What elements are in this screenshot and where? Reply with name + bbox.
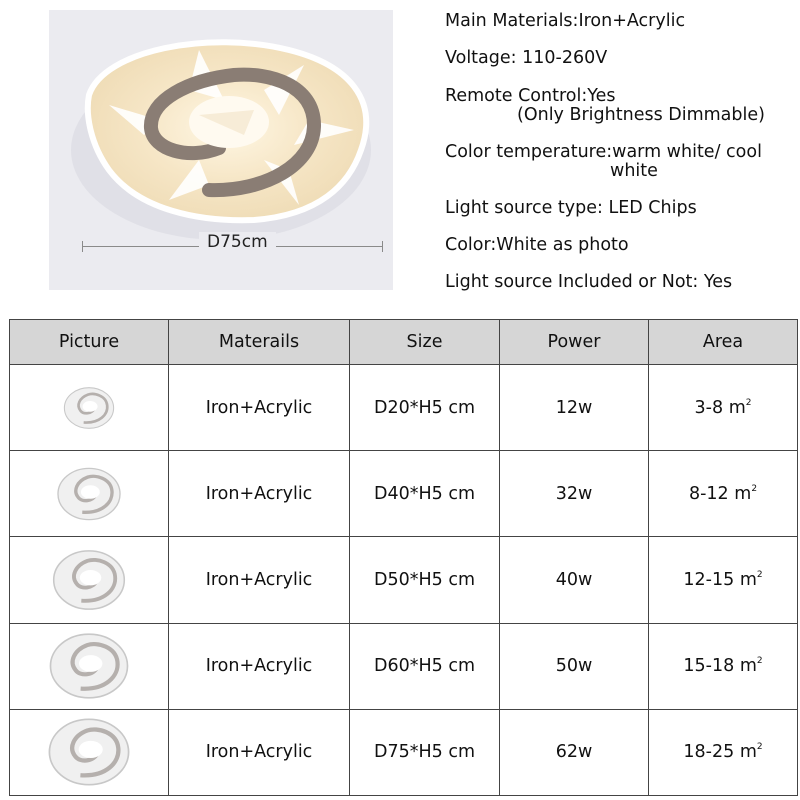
dimension-tick-right (382, 241, 383, 252)
row-materials: Iron+Acrylic (169, 451, 350, 537)
area-unit: m (739, 569, 757, 590)
lamp-thumbnail-icon (44, 715, 134, 789)
row-area (649, 365, 798, 451)
size-table (9, 319, 798, 796)
row-size: D60*H5 cm (350, 623, 500, 709)
table-row (10, 365, 798, 451)
row-area (649, 623, 798, 709)
row-thumbnail-cell (10, 365, 169, 451)
area-unit: m (728, 397, 746, 418)
table-row (10, 709, 798, 795)
row-area-range: 12-15 (683, 569, 735, 590)
header-size: Size (350, 320, 500, 365)
product-photo (49, 10, 393, 290)
row-thumbnail-cell (10, 451, 169, 537)
header-area: Area (649, 320, 798, 365)
row-power: 40w (500, 537, 649, 623)
row-power: 50w (500, 623, 649, 709)
spec-main-materials: Main Materials:Iron+Acrylic (445, 11, 686, 31)
area-unit-exponent: 2 (756, 656, 763, 667)
row-thumbnail-cell (10, 537, 169, 623)
spec-light-source-type: Light source type: LED Chips (445, 198, 697, 218)
row-power: 32w (500, 451, 649, 537)
row-area-range: 18-25 (683, 742, 735, 763)
table-row (10, 451, 798, 537)
row-materials: Iron+Acrylic (169, 709, 350, 795)
area-unit-exponent: 2 (745, 397, 752, 408)
spec-color-temperature-cont: white (610, 161, 658, 181)
spec-color: Color:White as photo (445, 235, 629, 255)
spec-remote-control-note: (Only Brightness Dimmable) (517, 105, 765, 125)
row-size: D20*H5 cm (350, 365, 500, 451)
lamp-thumbnail-icon (62, 385, 116, 431)
lamp-thumbnail-icon (46, 630, 132, 702)
row-size: D75*H5 cm (350, 709, 500, 795)
area-unit-exponent: 2 (751, 483, 758, 494)
dimension-label: D75cm (199, 232, 276, 252)
area-unit: m (739, 742, 757, 763)
table-row (10, 537, 798, 623)
row-materials: Iron+Acrylic (169, 537, 350, 623)
table-header-row (10, 320, 798, 365)
spec-remote-control-label: Remote Control:Yes (445, 86, 616, 106)
table-row (10, 623, 798, 709)
header-picture: Picture (10, 320, 169, 365)
spec-remote-control (445, 87, 765, 125)
row-area (649, 537, 798, 623)
row-area-range: 15-18 (683, 656, 735, 677)
row-materials: Iron+Acrylic (169, 623, 350, 709)
row-size: D50*H5 cm (350, 537, 500, 623)
spec-light-source-included: Light source Included or Not: Yes (445, 272, 733, 292)
area-unit: m (739, 656, 757, 677)
header-materials: Materails (169, 320, 350, 365)
row-area-range: 8-12 (688, 483, 729, 504)
spec-color-temperature-label: Color temperature:warm white/ cool (445, 142, 762, 162)
area-unit-exponent: 2 (756, 742, 763, 753)
spec-color-temperature (445, 143, 762, 181)
row-power: 62w (500, 709, 649, 795)
row-power: 12w (500, 365, 649, 451)
row-materials: Iron+Acrylic (169, 365, 350, 451)
header-power: Power (500, 320, 649, 365)
area-unit-exponent: 2 (756, 569, 763, 580)
row-area-range: 3-8 (694, 397, 724, 418)
lamp-thumbnail-icon (50, 547, 128, 613)
row-area (649, 709, 798, 795)
area-unit: m (734, 483, 752, 504)
dimension-tick-left (82, 241, 83, 252)
row-area (649, 451, 798, 537)
row-thumbnail-cell (10, 709, 169, 795)
row-thumbnail-cell (10, 623, 169, 709)
row-size: D40*H5 cm (350, 451, 500, 537)
spec-voltage: Voltage: 110-260V (445, 48, 608, 68)
lamp-thumbnail-icon (55, 465, 123, 523)
